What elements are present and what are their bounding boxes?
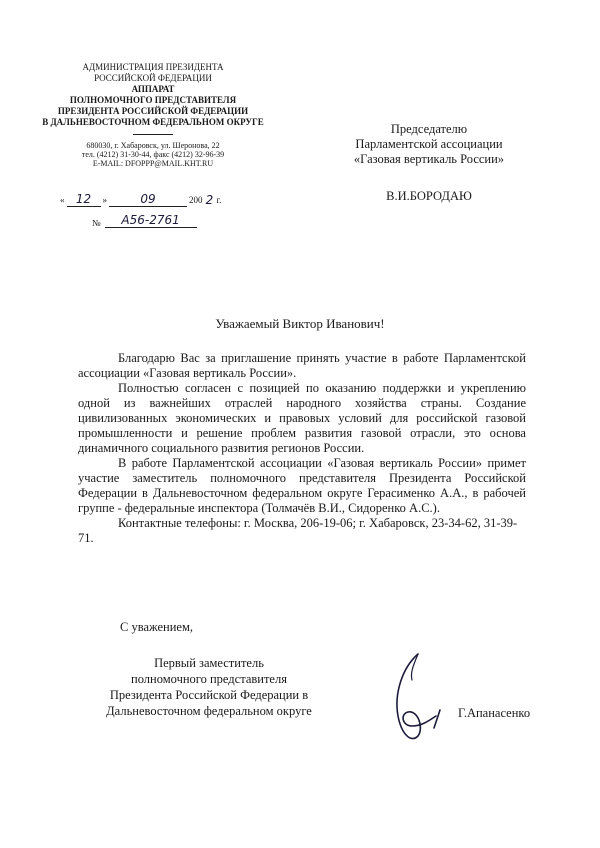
letterhead-phone: тел. (4212) 31-30-44, факс (4212) 32-96-39: [81, 150, 225, 159]
addressee-line: «Газовая вертикаль России»: [353, 152, 505, 166]
letterhead: [28, 62, 278, 168]
signer-name: Г.Апанасенко: [458, 706, 531, 720]
number-value: А56-2761: [105, 213, 197, 228]
letterhead-address: 680030, г. Хабаровск, ул. Шеронова, 22: [86, 141, 220, 150]
outgoing-number: [92, 213, 197, 228]
body-paragraph: Контактные телефоны: г. Москва, 206-19-06; г. Хабаровск, 23-34-62, 31-39-71.: [78, 516, 518, 545]
body-paragraph: Полностью согласен с позицией по оказанию поддержки и укреплению одной из важнейших отраслей народного хозяйства страны. Создание цивилизованных экономических и правовых условий для российской газовой промышленности и решение проблем развития газовой отрасли, это основа динамичного социального развития регионов России.: [78, 381, 526, 455]
addressee-block: [324, 122, 534, 204]
signatory-line: Президента Российской Федерации в: [109, 688, 309, 702]
body-paragraph: Благодарю Вас за приглашение принять участие в работе Парламентской ассоциации «Газовая вертикаль России».: [78, 351, 526, 380]
signatory-title: [80, 655, 338, 719]
addressee-line: Председателю: [390, 122, 468, 136]
letterhead-line: РОССИЙСКОЙ ФЕДЕРАЦИИ: [94, 73, 212, 83]
handwritten-signature: [388, 650, 448, 750]
signatory-line: Первый заместитель: [154, 656, 264, 670]
salutation: Уважаемый Виктор Иванович!: [215, 316, 385, 331]
letterhead-line: ПРЕЗИДЕНТА РОССИЙСКОЙ ФЕДЕРАЦИИ: [57, 106, 249, 116]
letterhead-line: В ДАЛЬНЕВОСТОЧНОМ ФЕДЕРАЛЬНОМ ОКРУГЕ: [42, 117, 264, 127]
date-day: 12: [67, 192, 101, 207]
body-paragraph: В работе Парламентской ассоциации «Газовая вертикаль России» примет участие заместитель полномочного представителя Президента Российской Федерации в Дальневосточном федеральном округе Герасименко А.А., в рабочей группе - федеральные инспектора (Толмачёв В.И., Сидоренко А.С.).: [78, 456, 526, 515]
date-month: 09: [109, 192, 187, 207]
date-line: [60, 192, 270, 207]
letterhead-line: ПОЛНОМОЧНОГО ПРЕДСТАВИТЕЛЯ: [69, 95, 237, 105]
addressee-line: Парламентской ассоциации: [355, 137, 503, 151]
letterhead-divider: [133, 134, 173, 135]
letterhead-line: АДМИНИСТРАЦИЯ ПРЕЗИДЕНТА: [82, 62, 224, 72]
letter-body: [78, 351, 526, 546]
date-open-quote: «: [60, 195, 65, 205]
date-year-suffix: 2: [205, 193, 214, 207]
date-year-abbr: г.: [216, 195, 222, 205]
letterhead-line: АППАРАТ: [131, 84, 175, 94]
date-close-quote: »: [102, 195, 107, 205]
letterhead-email: E-MAIL: DFOPPP@MAIL.KHT.RU: [92, 159, 214, 168]
date-year-prefix: 200: [189, 195, 203, 205]
signatory-line: Дальневосточном федеральном округе: [106, 704, 312, 718]
signatory-line: полномочного представителя: [131, 672, 287, 686]
addressee-name: В.И.БОРОДАЮ: [386, 189, 472, 203]
number-label: №: [92, 218, 101, 228]
closing: С уважением,: [120, 620, 193, 634]
